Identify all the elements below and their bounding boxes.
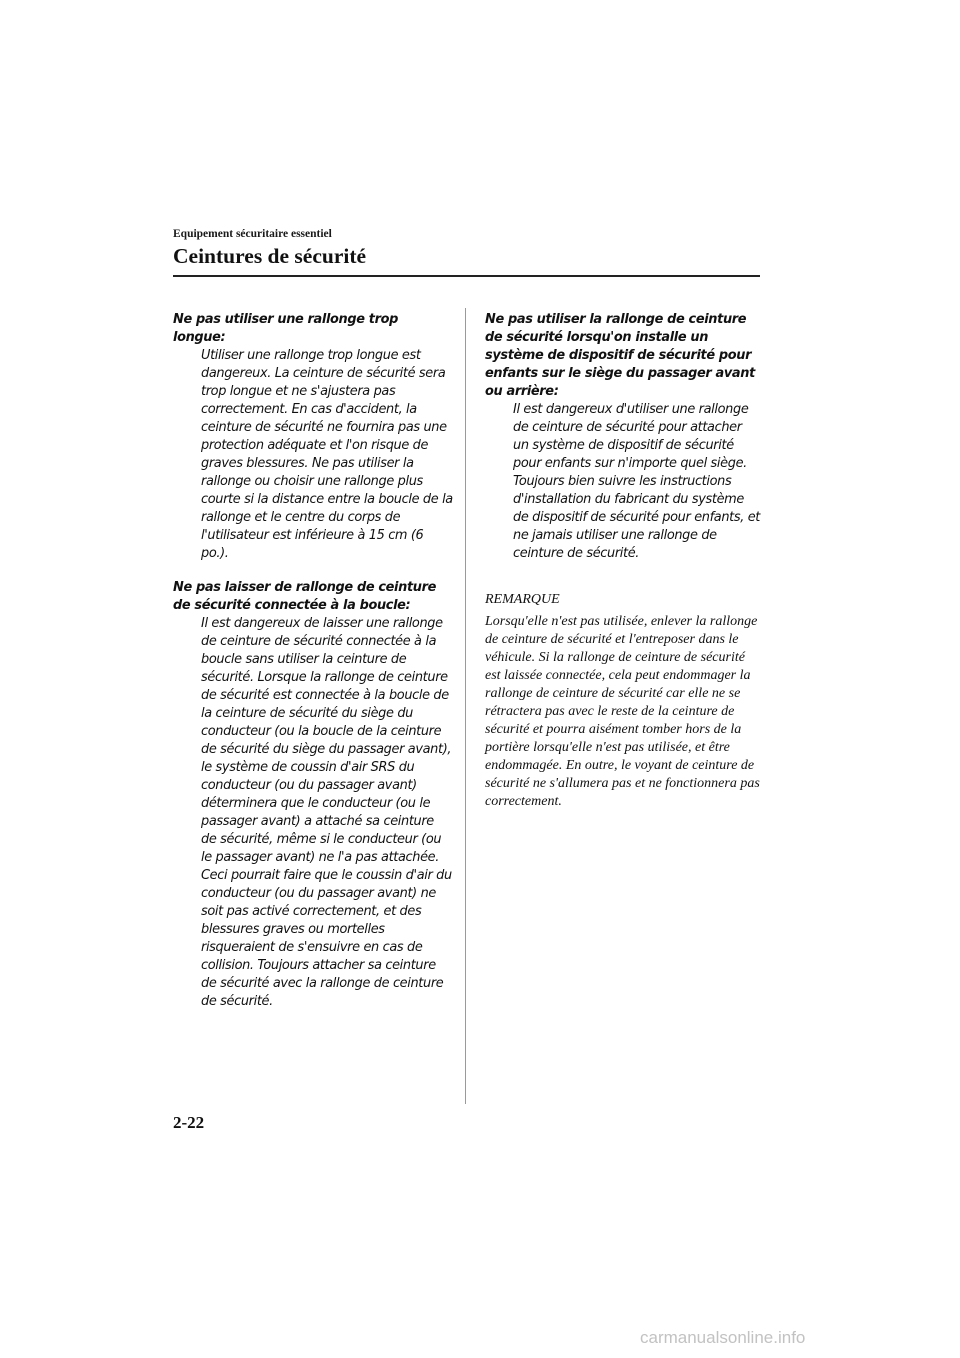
right-column: [485, 311, 760, 811]
left-column: [173, 311, 453, 1027]
page-title: Ceintures de sécurité: [173, 244, 367, 268]
title-rule: [173, 275, 760, 277]
section-label: Equipement sécuritaire essentiel: [173, 228, 332, 240]
warning-heading: Ne pas laisser de rallonge de ceinture de sécurité connectée à la boucle:: [173, 580, 436, 613]
page-number: 2-22: [173, 1113, 205, 1132]
note-heading: REMARQUE: [485, 592, 560, 607]
column-divider: [465, 308, 466, 1104]
warning-body: Il est dangereux de laisser une rallonge de ceinture de sécurité connectée à la boucle sans utiliser la ceinture de sécurité. Lorsque la rallonge de ceinture de sécurité est connectée à la boucle de la ceinture de sécurité du siège du conducteur (ou la boucle de la ceinture de sécurité du siège du passager avant), le système de coussin d'air SRS du conducteur (ou du passager avant) déterminera que le conducteur (ou le passager avant) a attaché sa ceinture de sécurité, même si le conducteur (ou le passager avant) ne l'a pas attachée. Ceci pourrait faire que le coussin d'air du conducteur (ou du passager avant) ne soit pas activé correctement, et des blessures graves ou mortelles risqueraient de s'ensuivre en cas de collision. Toujours attacher sa ceinture de sécurité avec la rallonge de ceinture de sécurité.: [201, 616, 452, 1009]
note-body: Lorsqu'elle n'est pas utilisée, enlever la rallonge de ceinture de sécurité et l'entreposer dans le véhicule. Si la rallonge de ceinture de sécurité est laissée connectée, cela peut endommager la rallonge de ceinture de sécurité car elle ne se rétractera pas avec le reste de la ceinture de sécurité et pourra aisément tomber hors de la portière lorsqu'elle n'est pas utilisée, et être endommagée. En outre, le voyant de ceinture de sécurité ne s'allumera pas et ne fonctionnera pas correctement.: [485, 614, 760, 809]
warning-body: Utiliser une rallonge trop longue est dangereux. La ceinture de sécurité sera trop longue et ne s'ajustera pas correctement. En cas d'accident, la ceinture de sécurité ne fournira pas une protection adéquate et l'on risque de graves blessures. Ne pas utiliser la rallonge ou choisir une rallonge plus courte si la distance entre la boucle de la rallonge et le centre du corps de l'utilisateur est inférieure à 15 cm (6 po.).: [201, 348, 453, 561]
watermark: carmanualsonline.info: [640, 1328, 806, 1347]
warning-block: [485, 311, 760, 563]
warning-heading: Ne pas utiliser une rallonge trop longue:: [173, 312, 398, 345]
warning-body: Il est dangereux d'utiliser une rallonge de ceinture de sécurité pour attacher un système de dispositif de sécurité pour enfants sur n'importe quel siège. Toujours bien suivre les instructions d'installation du fabricant du système de dispositif de sécurité pour enfants, et ne jamais utiliser une rallonge de ceinture de sécurité.: [513, 402, 761, 561]
note-block: [485, 591, 760, 811]
warning-block: [173, 579, 453, 1011]
warning-block: [173, 311, 453, 563]
warning-heading: Ne pas utiliser la rallonge de ceinture de sécurité lorsqu'on installe un système de dispositif de sécurité pour enfants sur le siège du passager avant ou arrière:: [485, 312, 755, 399]
